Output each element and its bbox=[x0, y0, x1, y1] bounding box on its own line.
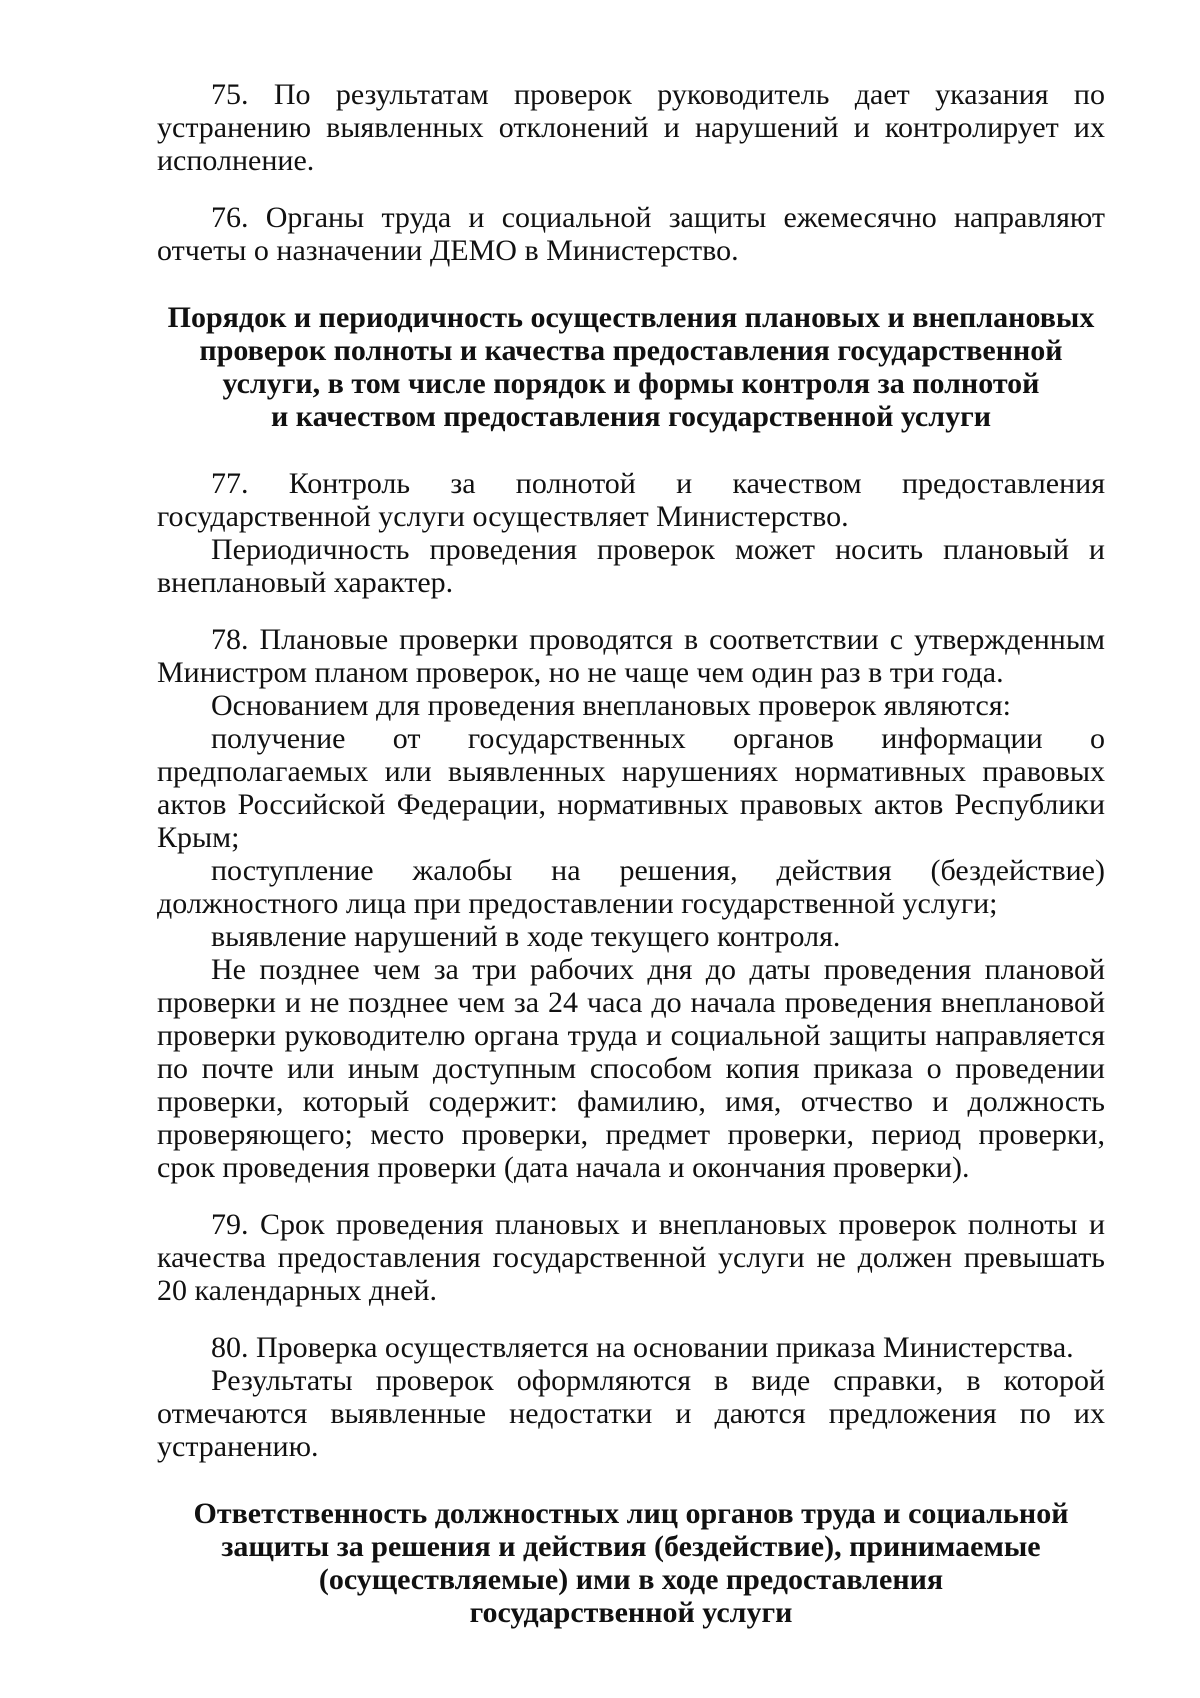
paragraph-76: 76. Органы труда и социальной защиты ежемесячно направляют отчеты о назначении ДЕМО в Министерство. bbox=[157, 201, 1105, 267]
paragraph-78-grounds: Основанием для проведения внеплановых проверок являются: bbox=[211, 689, 1011, 722]
paragraph-80-results: Результаты проверок оформляются в виде справки, в которой отмечаются выявленные недостатки и даются предложения по их устранению. bbox=[157, 1364, 1105, 1463]
heading-line: Ответственность должностных лиц органов труда и социальной bbox=[193, 1497, 1069, 1530]
paragraph-80: 80. Проверка осуществляется на основании приказа Министерства. bbox=[211, 1331, 1074, 1364]
heading-line: услуги, в том числе порядок и формы контроля за полнотой bbox=[222, 367, 1040, 400]
paragraph-78-ground-violations: выявление нарушений в ходе текущего контроля. bbox=[211, 920, 841, 953]
paragraph-79: 79. Срок проведения плановых и внеплановых проверок полноты и качества предоставления государственной услуги не должен превышать 20 календарных дней. bbox=[157, 1208, 1105, 1307]
paragraph-75: 75. По результатам проверок руководитель дает указания по устранению выявленных отклонений и нарушений и контролирует их исполнение. bbox=[157, 78, 1105, 177]
heading-line: и качеством предоставления государственной услуги bbox=[271, 400, 991, 433]
paragraph-78-notice: Не позднее чем за три рабочих дня до даты проведения плановой проверки и не позднее чем за 24 часа до начала проведения внеплановой проверки руководителю органа труда и социальной защиты направляется по почте или иным доступным способом копия приказа о проведении проверки, который содержит: фамилию, имя, отчество и должность проверяющего; место проверки, предмет проверки, период проверки, срок проведения проверки (дата начала и окончания проверки). bbox=[157, 953, 1105, 1184]
heading-line: Порядок и периодичность осуществления плановых и внеплановых bbox=[167, 301, 1095, 334]
paragraph-77: 77. Контроль за полнотой и качеством предоставления государственной услуги осуществляет Министерство. bbox=[157, 467, 1105, 533]
heading-line: (осуществляемые) ими в ходе предоставления bbox=[318, 1563, 944, 1596]
section-heading-responsibility bbox=[157, 1497, 1105, 1629]
paragraph-78-ground-info: получение от государственных органов информации о предполагаемых или выявленных нарушениях нормативных правовых актов Российской Федерации, нормативных правовых актов Республики Крым; bbox=[157, 722, 1105, 854]
paragraph-78-ground-complaint: поступление жалобы на решения, действия (бездействие) должностного лица при предоставлении государственной услуги; bbox=[157, 854, 1105, 920]
heading-line: защиты за решения и действия (бездействие), принимаемые bbox=[221, 1530, 1041, 1563]
paragraph-77-periodicity: Периодичность проведения проверок может носить плановый и внеплановый характер. bbox=[157, 533, 1105, 599]
section-heading-control bbox=[157, 301, 1105, 433]
heading-line: государственной услуги bbox=[469, 1596, 793, 1629]
heading-line: проверок полноты и качества предоставления государственной bbox=[199, 334, 1063, 367]
document-body bbox=[157, 78, 1105, 1663]
paragraph-78: 78. Плановые проверки проводятся в соответствии с утвержденным Министром планом проверок, но не чаще чем один раз в три года. bbox=[157, 623, 1105, 689]
